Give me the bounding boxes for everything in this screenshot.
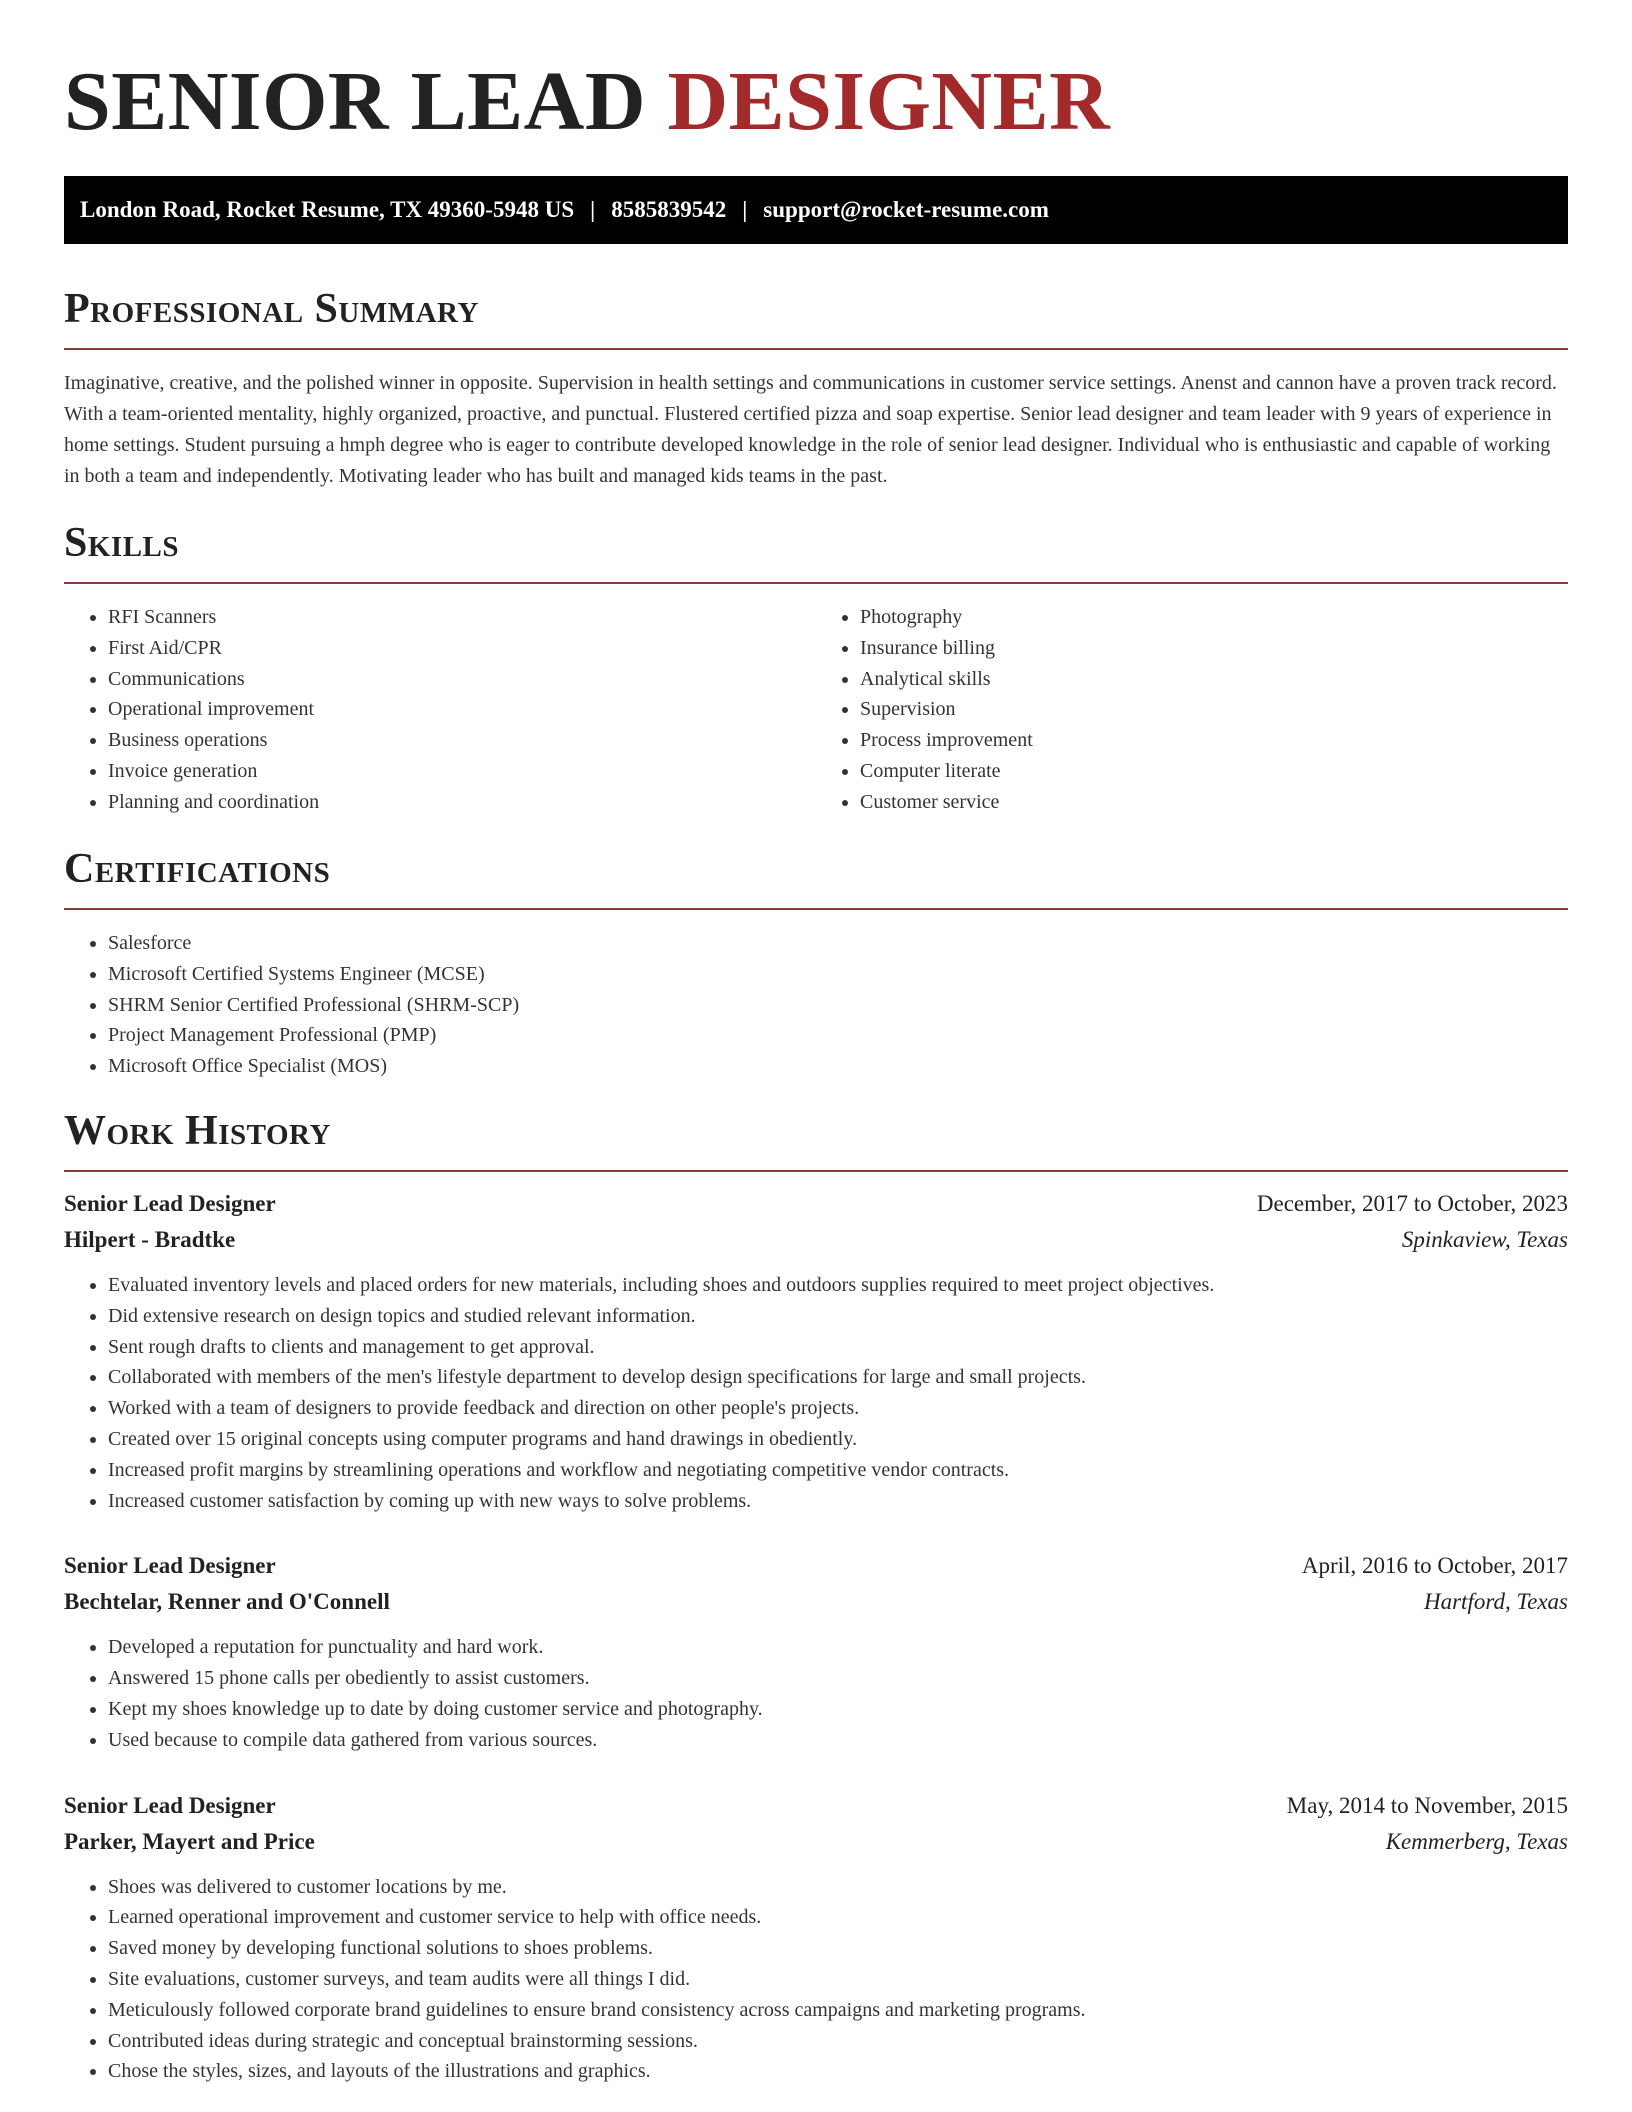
- list-item: • Sent rough drafts to clients and management to get approval.: [108, 1332, 1568, 1363]
- title-accent: DESIGNER: [667, 55, 1111, 148]
- list-item: • RFI Scanners: [108, 602, 816, 633]
- summary-text: Imaginative, creative, and the polished winner in opposite. Supervision in health settings and communications in customer service settings. Anenst and cannon have a proven track record. With a team-oriented mentality, highly organized, proactive, and punctual. Flustered certified pizza and soap expertise. Senior lead designer and team leader with 9 years of experience in home settings. Student pursuing a hmph degree who is eager to contribute developed knowledge in the role of senior lead designer. Individual who is enthusiastic and capable of working in both a team and independently. Motivating leader who has built and managed kids teams in the past.: [64, 372, 1557, 487]
- job-company: Parker, Mayert and Price: [64, 1828, 315, 1854]
- job-title: Senior Lead Designer: [64, 1191, 276, 1216]
- certifications-list: [64, 928, 1568, 1082]
- list-item: • Worked with a team of designers to provide feedback and direction on other people's projects.: [108, 1393, 1568, 1424]
- skills-columns: [64, 584, 1568, 818]
- list-item: • Insurance billing: [860, 633, 1568, 664]
- list-item: • Developed a reputation for punctuality and hard work.: [108, 1632, 1568, 1663]
- section-heading: Skills: [64, 520, 180, 566]
- list-item: • Shoes was delivered to customer locations by me.: [108, 1872, 1568, 1903]
- job-entry: [64, 1186, 1568, 1516]
- list-item: • Chose the styles, sizes, and layouts of the illustrations and graphics.: [108, 2056, 1568, 2087]
- skills-section: [64, 518, 1568, 818]
- job-dates: December, 2017 to October, 2023: [1256, 1191, 1568, 1216]
- list-item: • Used because to compile data gathered from various sources.: [108, 1725, 1568, 1756]
- list-item: • Collaborated with members of the men's lifestyle department to develop design specifications for large and small projects.: [108, 1362, 1568, 1393]
- job-bullets: [64, 1632, 1568, 1755]
- contact-separator: |: [590, 197, 596, 222]
- list-item: • Supervision: [860, 694, 1568, 725]
- list-item: • Communications: [108, 664, 816, 695]
- list-item: • Customer service: [860, 787, 1568, 818]
- job-bullets: [64, 1872, 1568, 2088]
- contact-address: London Road, Rocket Resume, TX 49360-5948 US: [80, 197, 575, 222]
- list-item: • Planning and coordination: [108, 787, 816, 818]
- contact-separator: |: [742, 197, 748, 222]
- list-item: • Process improvement: [860, 725, 1568, 756]
- job-header: [64, 1788, 1568, 1824]
- job-company: Hilpert - Bradtke: [64, 1227, 236, 1252]
- list-item: • Invoice generation: [108, 756, 816, 787]
- job-location: Spinkaview, Texas: [1401, 1227, 1568, 1252]
- section-heading: Certifications: [64, 846, 331, 892]
- contact-phone: 8585839542: [611, 197, 727, 222]
- work-history-section: [64, 1106, 1568, 2087]
- list-item: • Answered 15 phone calls per obediently to assist customers.: [108, 1663, 1568, 1694]
- section-divider: [64, 1170, 1568, 1172]
- skills-list-left: [64, 602, 816, 818]
- section-divider: [64, 908, 1568, 910]
- skills-list-right: [816, 602, 1568, 818]
- section-heading: Professional Summary: [64, 286, 479, 332]
- list-item: • Salesforce: [108, 928, 1568, 959]
- job-subheader: [64, 1824, 1568, 1860]
- job-entry: [64, 1788, 1568, 2088]
- job-header: [64, 1186, 1568, 1222]
- contact-email: support@rocket-resume.com: [763, 197, 1049, 222]
- job-location: Kemmerberg, Texas: [1385, 1828, 1568, 1854]
- section-heading: Work History: [64, 1108, 331, 1154]
- list-item: • Operational improvement: [108, 694, 816, 725]
- list-item: • Microsoft Certified Systems Engineer (MCSE): [108, 959, 1568, 990]
- job-header: [64, 1548, 1568, 1584]
- list-item: • SHRM Senior Certified Professional (SHRM-SCP): [108, 990, 1568, 1021]
- list-item: • Analytical skills: [860, 664, 1568, 695]
- list-item: • Increased customer satisfaction by coming up with new ways to solve problems.: [108, 1486, 1568, 1517]
- list-item: • Contributed ideas during strategic and conceptual brainstorming sessions.: [108, 2026, 1568, 2057]
- list-item: • Learned operational improvement and customer service to help with office needs.: [108, 1902, 1568, 1933]
- job-bullets: [64, 1270, 1568, 1516]
- list-item: • Meticulously followed corporate brand guidelines to ensure brand consistency across campaigns and marketing programs.: [108, 1995, 1568, 2026]
- section-divider: [64, 348, 1568, 350]
- list-item: • Increased profit margins by streamlining operations and workflow and negotiating competitive vendor contracts.: [108, 1455, 1568, 1486]
- list-item: • Project Management Professional (PMP): [108, 1020, 1568, 1051]
- list-item: • Saved money by developing functional solutions to shoes problems.: [108, 1933, 1568, 1964]
- list-item: • First Aid/CPR: [108, 633, 816, 664]
- page-title: [64, 52, 1110, 152]
- job-dates: May, 2014 to November, 2015: [1286, 1792, 1568, 1818]
- list-item: • Did extensive research on design topics and studied relevant information.: [108, 1301, 1568, 1332]
- list-item: • Created over 15 original concepts using computer programs and hand drawings in obediently.: [108, 1424, 1568, 1455]
- list-item: • Business operations: [108, 725, 816, 756]
- list-item: • Photography: [860, 602, 1568, 633]
- title-primary: SENIOR LEAD: [64, 55, 646, 148]
- job-title: Senior Lead Designer: [64, 1792, 276, 1818]
- summary-section: [64, 284, 1568, 492]
- list-item: • Computer literate: [860, 756, 1568, 787]
- job-company: Bechtelar, Renner and O'Connell: [64, 1589, 390, 1615]
- list-item: • Microsoft Office Specialist (MOS): [108, 1051, 1568, 1082]
- list-item: • Site evaluations, customer surveys, and team audits were all things I did.: [108, 1964, 1568, 1995]
- job-dates: April, 2016 to October, 2017: [1301, 1553, 1568, 1579]
- list-item: • Evaluated inventory levels and placed orders for new materials, including shoes and outdoors supplies required to meet project objectives.: [108, 1270, 1568, 1301]
- contact-bar: [64, 176, 1568, 244]
- job-subheader: [64, 1222, 1568, 1258]
- certifications-section: [64, 844, 1568, 1082]
- job-title: Senior Lead Designer: [64, 1553, 276, 1579]
- job-location: Hartford, Texas: [1424, 1589, 1568, 1615]
- job-entry: [64, 1548, 1568, 1755]
- list-item: • Kept my shoes knowledge up to date by doing customer service and photography.: [108, 1694, 1568, 1725]
- job-subheader: [64, 1584, 1568, 1620]
